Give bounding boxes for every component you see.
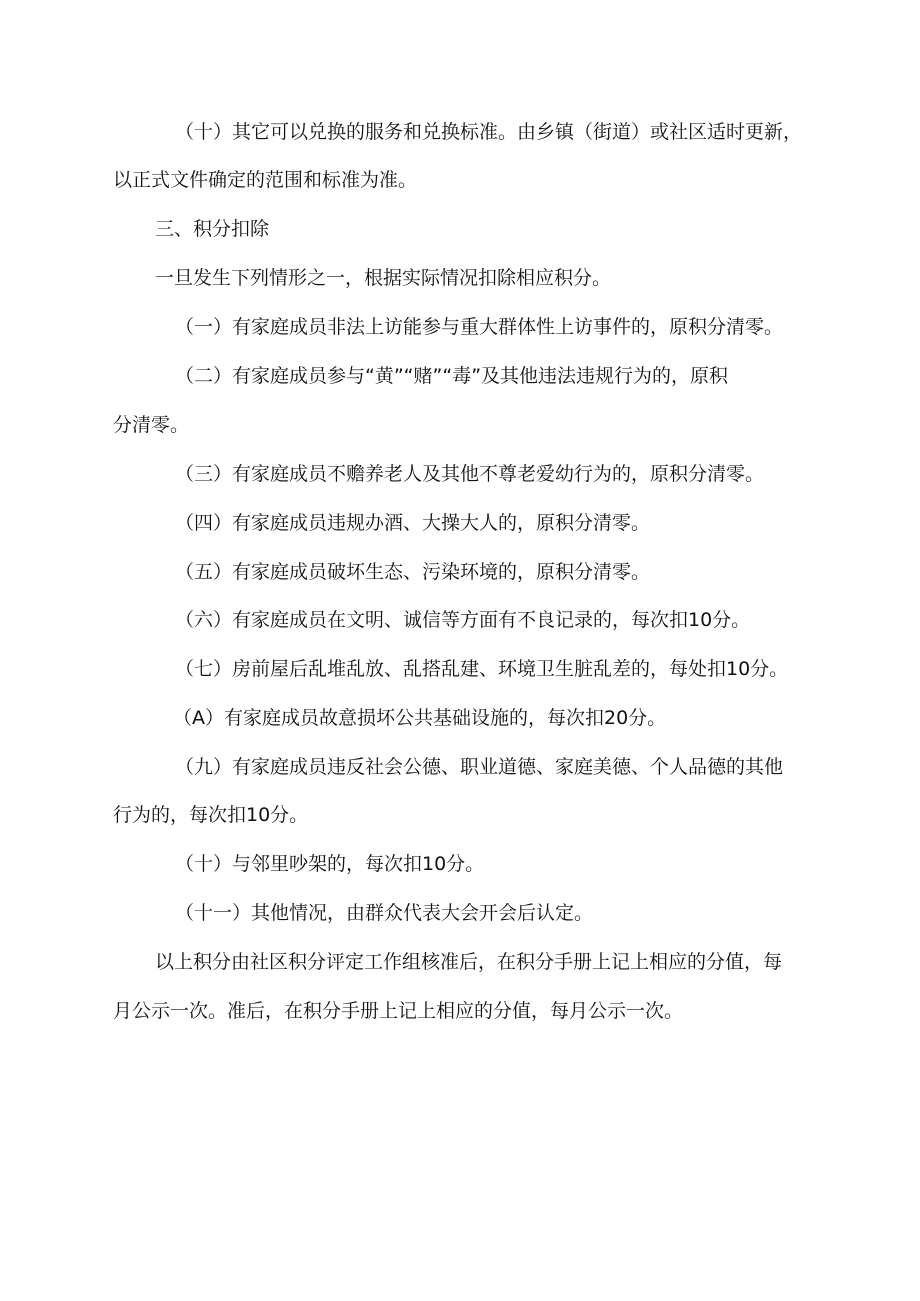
deduction-item-1: （一）有家庭成员非法上访能参与重大群体性上访事件的，原积分清零。: [175, 316, 784, 338]
deduction-item-8: （A）有家庭成员故意损坏公共基础设施的，每次扣20分。: [173, 707, 667, 729]
paragraph-item-10-line-1: （十）其它可以兑换的服务和兑换标准。由乡镇（街道）或社区适时更新，: [175, 121, 803, 143]
deduction-item-7: （七）房前屋后乱堆乱放、乱搭乱建、环境卫生脏乱差的，每处扣10分。: [175, 658, 789, 680]
deduction-item-4: （四）有家庭成员违规办酒、大操大人的，原积分清零。: [175, 512, 651, 534]
deduction-item-5: （五）有家庭成员破坏生态、污染环境的，原积分清零。: [175, 561, 651, 583]
deduction-item-6: （六）有家庭成员在文明、诚信等方面有不良记录的，每次扣10分。: [175, 609, 751, 631]
paragraph-item-10-line-2: 以正式文件确定的范围和标准为准。: [113, 169, 418, 191]
deduction-item-9-line-1: （九）有家庭成员违反社会公德、职业道德、家庭美德、个人品德的其他: [175, 756, 784, 778]
deduction-item-11: （十一）其他情况，由群众代表大会开会后认定。: [175, 902, 594, 924]
deduction-item-2-line-2: 分清零。: [113, 414, 190, 436]
deduction-item-3: （三）有家庭成员不赡养老人及其他不尊老爱幼行为的，原积分清零。: [175, 463, 765, 485]
deduction-intro: 一旦发生下列情形之一，根据实际情况扣除相应积分。: [155, 267, 612, 289]
closing-paragraph-line-1: 以上积分由社区积分评定工作组核准后，在积分手册上记上相应的分值，每: [155, 951, 783, 973]
closing-paragraph-line-2: 月公示一次。准后，在积分手册上记上相应的分值，每月公示一次。: [113, 1000, 684, 1022]
deduction-item-2-line-1: （二）有家庭成员参与“黄”“赌”“毒”及其他违法违规行为的，原积: [175, 365, 729, 387]
deduction-item-9-line-2: 行为的，每次扣10分。: [113, 804, 309, 826]
section-heading-points-deduction: 三、积分扣除: [155, 218, 270, 240]
deduction-item-10: （十）与邻里吵架的，每次扣10分。: [175, 853, 485, 875]
